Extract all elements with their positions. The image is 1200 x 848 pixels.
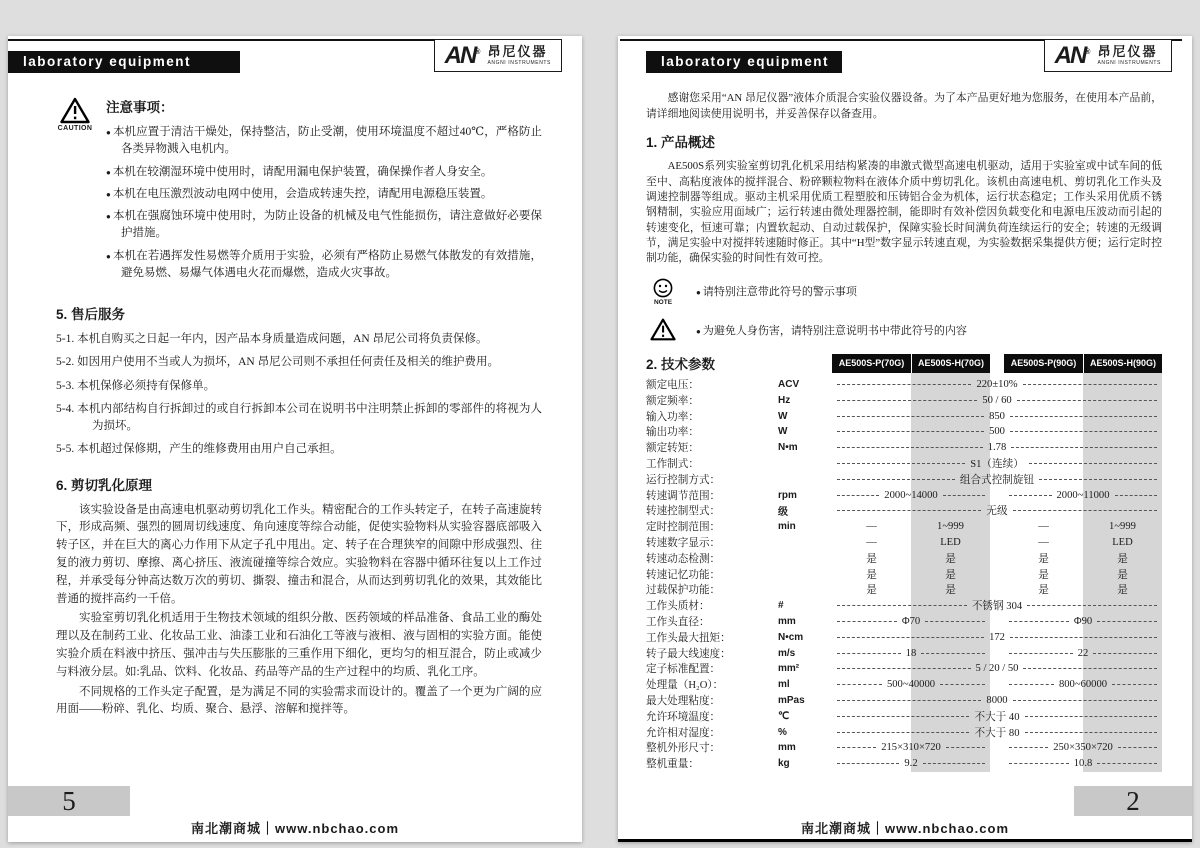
- header-bar: [646, 51, 842, 73]
- spec-value-span: [832, 426, 1162, 437]
- leader-line: [1009, 621, 1069, 622]
- leader-line: [837, 700, 981, 701]
- spec-value: 不锈钢 304: [971, 601, 1023, 613]
- leader-line: [1025, 716, 1157, 717]
- spec-data: [832, 503, 1162, 518]
- spec-value: —: [866, 537, 877, 549]
- spec-value-span: [832, 395, 1162, 406]
- principle-title: 6. 剪切乳化原理: [56, 477, 153, 493]
- spec-label: 允许环境温度：: [646, 711, 721, 723]
- spec-data: [832, 411, 1162, 422]
- service-title: 5. 售后服务: [56, 307, 126, 322]
- spec-data: [832, 395, 1162, 406]
- spec-value: —: [1038, 537, 1049, 549]
- spec-unit: 级: [778, 507, 788, 519]
- leader-line: [837, 747, 876, 748]
- leader-line: [837, 716, 969, 717]
- spec-value-span: [832, 490, 990, 501]
- spec-label: 处理量（H₂O）：: [646, 680, 724, 692]
- spec-value: LED: [1112, 537, 1133, 549]
- page-number-band: [8, 786, 130, 816]
- spec-data: [832, 379, 1162, 390]
- spec-row: [646, 535, 1162, 551]
- caution-item: ● 本机在较潮湿环境中使用时，请配用漏电保护装置，确保操作者人身安全。: [106, 164, 542, 181]
- spec-model-header: AE500S-P(90G): [1004, 354, 1083, 373]
- leader-line: [1118, 747, 1157, 748]
- spec-value: 是: [1117, 569, 1128, 581]
- registered-mark: ®: [475, 48, 481, 56]
- leader-line: [837, 605, 967, 606]
- spec-row: [646, 582, 1162, 598]
- spec-value: 组合式控制旋钮: [959, 474, 1035, 486]
- intro-paragraph: 感谢您采用“AN 昂尼仪器”液体介质混合实验仪器设备。为了本产品更好地为您服务，在使用本产品前，请详细地阅读使用说明书，并妥善保存以备查用。: [646, 92, 1162, 121]
- spec-row: [646, 708, 1162, 724]
- spec-unit: ACV: [778, 379, 800, 391]
- spec-unit: mm: [778, 742, 796, 754]
- spec-unit: W: [778, 410, 788, 422]
- spec-data: [832, 442, 1162, 453]
- spec-row: [646, 566, 1162, 582]
- leader-line: [1025, 732, 1157, 733]
- note-notice-text: ● 请特别注意带此符号的警示事项: [696, 283, 857, 299]
- caution-section: [56, 96, 542, 287]
- leader-line: [837, 684, 882, 685]
- spec-value-span: [832, 742, 990, 753]
- spec-unit: ℃: [778, 710, 790, 722]
- spec-unit: mm: [778, 616, 796, 628]
- logo-english-name: ANGNI INSTRUMENTS: [487, 59, 551, 66]
- spec-row: [646, 471, 1162, 487]
- spec-unit: %: [778, 726, 787, 738]
- spec-label: 整机重量：: [646, 759, 699, 771]
- spec-data: [832, 616, 1162, 627]
- leader-line: [1010, 416, 1157, 417]
- caution-content: [106, 96, 542, 287]
- spec-value-span: [832, 758, 990, 769]
- spec-value-span: [832, 598, 1162, 613]
- caution-icon-label: CAUTION: [57, 125, 93, 132]
- leader-line: [1029, 463, 1157, 464]
- spec-value-span: [832, 663, 1162, 674]
- logo-chinese-name: 昂尼仪器: [1097, 44, 1158, 60]
- spec-data: [832, 490, 1162, 501]
- spec-unit: m/s: [778, 647, 796, 659]
- spec-value-span: [832, 632, 1162, 643]
- spec-data: [832, 632, 1162, 643]
- logo-an-mark: AN®: [1054, 41, 1091, 69]
- bottom-rule: [618, 839, 1192, 842]
- spec-row: [646, 693, 1162, 709]
- leader-line: [1010, 431, 1157, 432]
- leader-line: [1009, 747, 1048, 748]
- leader-line: [925, 621, 985, 622]
- leader-line: [837, 479, 955, 480]
- spec-label: 转速控制型式：: [646, 506, 721, 518]
- service-item: 5-2. 如因用户使用不当或人为损坏，AN 昂尼公司则不承担任何责任及相关的维护费用。: [56, 356, 500, 369]
- manual-page-left: [8, 36, 582, 842]
- spec-row: [646, 424, 1162, 440]
- spec-row: [646, 614, 1162, 630]
- leader-line: [1009, 684, 1054, 685]
- page-number: 2: [1126, 785, 1140, 816]
- spec-label: 额定电压：: [646, 380, 699, 392]
- spec-model-header: AE500S-H(90G): [1083, 354, 1162, 373]
- logo-text-block: [1097, 45, 1161, 66]
- spec-value: 215×310×720: [881, 742, 941, 754]
- spec-label: 运行控制方式：: [646, 474, 721, 486]
- spec-data: [832, 725, 1162, 740]
- spec-rows: [646, 377, 1162, 772]
- spec-label: 额定转矩：: [646, 443, 699, 455]
- spec-data: [832, 742, 1162, 753]
- leader-line: [1039, 479, 1157, 480]
- spec-value: 是: [1038, 585, 1049, 597]
- spec-value-span: [832, 725, 1162, 740]
- spec-label: 工作制式：: [646, 459, 699, 471]
- spec-value: 1~999: [937, 521, 964, 533]
- spec-value: 是: [866, 585, 877, 597]
- spec-value-span: [1004, 679, 1162, 690]
- spec-data: [832, 598, 1162, 613]
- spec-label: 转速记忆功能：: [646, 569, 721, 581]
- spec-value-span: [832, 709, 1162, 724]
- leader-line: [837, 463, 965, 464]
- spec-value: 850: [989, 410, 1005, 422]
- spec-value-span: [832, 379, 1162, 390]
- spec-unit: kg: [778, 758, 790, 770]
- leader-line: [837, 621, 897, 622]
- specs-title-cell: [646, 353, 832, 374]
- leader-line: [837, 384, 971, 385]
- spec-label: 最大处理粘度：: [646, 696, 721, 707]
- spec-data: [832, 758, 1162, 769]
- service-section: [56, 303, 542, 459]
- spec-label: 额定频率：: [646, 395, 699, 407]
- spec-value: S1（连续）: [970, 459, 1024, 471]
- spec-row: [646, 377, 1162, 393]
- spec-row: [646, 756, 1162, 772]
- spec-data: [832, 521, 1162, 532]
- spec-unit: rpm: [778, 489, 797, 501]
- spec-value-span: [832, 472, 1162, 487]
- spec-value-span: [1004, 758, 1162, 769]
- spec-value-span: [1004, 648, 1162, 659]
- header-label: laboratory equipment: [23, 54, 192, 69]
- spec-unit: Hz: [778, 394, 791, 406]
- spec-row: [646, 645, 1162, 661]
- spec-value-span: [832, 411, 1162, 422]
- spec-value: 1.78: [987, 442, 1007, 454]
- page-footer: 南北潮商城｜www.nbchao.com: [800, 821, 1010, 836]
- leader-line: [1023, 384, 1157, 385]
- spec-value-span: [1004, 490, 1162, 501]
- spec-data: [832, 472, 1162, 487]
- spec-value: 2000~11000: [1056, 489, 1110, 501]
- spec-table-header: [646, 354, 1162, 373]
- spec-value: 1~999: [1109, 521, 1136, 533]
- leader-line: [923, 763, 985, 764]
- spec-value-span: [832, 442, 1162, 453]
- spec-value: 无级: [986, 506, 1008, 518]
- spec-unit: ml: [778, 679, 790, 691]
- spec-value: 是: [866, 553, 877, 565]
- spec-data: [832, 695, 1162, 706]
- leader-line: [1112, 684, 1157, 685]
- spec-value: —: [1038, 521, 1049, 533]
- spec-unit: mm²: [778, 663, 800, 675]
- spec-model-header: AE500S-P(70G): [832, 354, 911, 373]
- spec-row: [646, 677, 1162, 693]
- paragraph: 该实验设备是由高速电机驱动剪切乳化工作头。精密配合的工作头转定子，在转子高速旋转下，形成高频、强烈的圆周切线速度、角向速度等综合动能，促使实验物料从实验容器底部吸入转子区，并在巨大的离心力作用下从定子孔中甩出。定、转子在合理狭窄的间隙中形成强烈、往复的液力剪切、摩擦、离心挤压、液流碰撞等综合效应。实验物料在容器中循环往复以上工作过程，并承受每分钟高达数万次的剪切、撕裂、撞击和混合，从而达到剪切乳化的效果，其效能比普通的搅拌高约一千倍。: [56, 503, 542, 605]
- leader-line: [837, 510, 981, 511]
- leader-line: [1097, 621, 1157, 622]
- brand-logo: [1044, 39, 1172, 72]
- spec-value: 不大于 40: [974, 711, 1020, 723]
- right-page-body: [618, 82, 1192, 780]
- spec-row: [646, 487, 1162, 503]
- spec-data: [832, 582, 1162, 597]
- spec-value: 5 / 20 / 50: [975, 663, 1019, 675]
- leader-line: [837, 637, 984, 638]
- spec-unit: N•cm: [778, 631, 804, 643]
- page-footer: 南北潮商城｜www.nbchao.com: [190, 821, 400, 836]
- overview-body: AE500S系列实验室剪切乳化机采用结构紧凑的串激式微型高速电机驱动，适用于实验室或中试车间的低至中、高粘度液体的搅拌混合、粉碎颗粒物料在液体介质中剪切乳化。该机由高速电机、剪切乳化工作头及调速控制器等组成。驱动主机采用优质工程塑胶和压铸铝合金为机体，运行状态稳定；工作头采用优质不锈钢精制，实验应用面域广；运行转速由微处理器控制，能即时有效补偿因负载变化和电源电压波动而引起的转速变化，恒速可靠；内置软起动、自动过载保护，保障实验长时间满负荷连续运行的安全；转速的无级调节，满足实验中对搅拌转速随时修正。其中“H型”数字显示转速直观，为实验数据采集提供方便；运行定时控制功能，确保实验的时间性有效可控。: [646, 160, 1162, 265]
- caution-triangle-icon: [56, 96, 94, 287]
- leader-line: [837, 447, 983, 448]
- specs-title: 2. 技术参数: [646, 356, 716, 372]
- spec-row: [646, 456, 1162, 472]
- spec-value: —: [866, 521, 877, 533]
- service-item: 5-3. 本机保修必须持有保修单。: [56, 379, 216, 392]
- leader-line: [837, 668, 971, 669]
- logo-text-block: [487, 45, 551, 66]
- page-number: 5: [62, 785, 76, 816]
- caution-title: 注意事项：: [106, 100, 174, 115]
- leader-line: [837, 495, 879, 496]
- caution-list: [106, 124, 542, 282]
- note-notice-row: [646, 277, 1162, 306]
- logo-english-name: ANGNI INSTRUMENTS: [1097, 59, 1161, 66]
- spec-value-span: [832, 503, 1162, 518]
- spec-row: [646, 598, 1162, 614]
- spec-unit: N•m: [778, 442, 798, 454]
- left-page-body: [8, 82, 582, 780]
- spec-row: [646, 629, 1162, 645]
- spec-value: 800~60000: [1058, 679, 1108, 691]
- spec-unit: min: [778, 521, 796, 533]
- spec-value: 10.8: [1073, 758, 1093, 770]
- principle-section: [56, 474, 542, 720]
- leader-line: [837, 431, 984, 432]
- caution-item: ● 本机在若遇挥发性易燃等介质用于实验，必须有严格防止易燃气体散发的有效措施，避免易燃、易爆气体遇电火花而爆燃，造成火灾事故。: [106, 248, 542, 283]
- leader-line: [1009, 653, 1073, 654]
- leader-line: [943, 495, 985, 496]
- leader-line: [1097, 763, 1157, 764]
- spec-data: [832, 648, 1162, 659]
- spec-label: 定子标准配置：: [646, 664, 721, 676]
- spec-value-span: [1004, 616, 1162, 627]
- spec-label: 过载保护功能：: [646, 585, 721, 597]
- leader-line: [837, 416, 984, 417]
- spec-value: Φ70: [901, 616, 921, 628]
- spec-value: 是: [866, 569, 877, 581]
- warning-notice-row: [646, 316, 1162, 344]
- spec-value: Φ90: [1073, 616, 1093, 628]
- header-bar: [8, 51, 240, 73]
- paragraph: 实验室剪切乳化机适用于生物技术领域的组织分散、医药领域的样品准备、食品工业的酶处理以及在制药工业、化妆品工业、油漆工业和石油化工等液与液相、液与固相的实验方面。能使实验介质在料液中挤压、强冲击与失压膨胀的三重作用下细化，更均匀的相互混合，防止或减少与料液分层。如:乳品、饮料、化妆品、药品等产品的生产过程中的均质、乳化工序。: [56, 612, 542, 678]
- spec-data: [832, 567, 1162, 582]
- spec-label: 转速数字显示：: [646, 538, 721, 550]
- leader-line: [1009, 495, 1052, 496]
- spec-data: [832, 679, 1162, 690]
- leader-line: [1009, 763, 1069, 764]
- leader-line: [837, 763, 899, 764]
- spec-value-span: [1004, 742, 1162, 753]
- spec-label: 允许相对湿度：: [646, 727, 721, 739]
- warning-notice-text: ● 为避免人身伤害，请特别注意说明书中带此符号的内容: [696, 322, 967, 338]
- principle-paragraphs: [56, 502, 542, 720]
- service-item: 5-1. 本机自购买之日起一年内，因产品本身质量造成问题，AN 昂尼公司将负责保修。: [56, 333, 488, 345]
- header-label: laboratory equipment: [661, 54, 830, 69]
- spec-data: [832, 537, 1162, 548]
- leader-line: [1027, 605, 1157, 606]
- paragraph: 不同规格的工作头定子配置，是为满足不同的实验需求而设计的。覆盖了一个更为广阔的应用面——粉碎、乳化、均质、聚合、悬浮、溶解和搅拌等。: [56, 685, 542, 716]
- leader-line: [1011, 447, 1157, 448]
- spec-value-span: [832, 648, 990, 659]
- leader-line: [1023, 668, 1157, 669]
- spec-data: [832, 456, 1162, 471]
- spec-label: 转速调节范围：: [646, 490, 721, 502]
- spec-value: 2000~14000: [884, 489, 938, 501]
- leader-line: [940, 684, 985, 685]
- note-face-icon: [646, 277, 680, 306]
- manual-page-right: [618, 36, 1192, 842]
- spec-value: 172: [989, 631, 1005, 643]
- spec-label: 工作头最大扭矩：: [646, 632, 731, 644]
- spec-unit: #: [778, 600, 784, 612]
- spec-value: 8000: [986, 695, 1008, 706]
- overview-title: 1. 产品概述: [646, 135, 716, 151]
- spec-row: [646, 408, 1162, 424]
- leader-line: [1115, 495, 1158, 496]
- spec-label: 输入功率：: [646, 411, 699, 423]
- spec-row: [646, 440, 1162, 456]
- service-item: 5-4. 本机内部结构自行拆卸过的或自行拆卸本公司在说明书中注明禁止拆卸的零部件的将视为人为损坏。: [56, 402, 542, 432]
- spec-value: 250×350×720: [1053, 742, 1113, 754]
- spec-label: 转子最大线速度：: [646, 648, 731, 660]
- leader-line: [837, 653, 901, 654]
- spec-value: 是: [1117, 585, 1128, 597]
- spec-label: 整机外形尺寸：: [646, 743, 721, 755]
- spec-value: 50 / 60: [982, 394, 1012, 406]
- spec-data: [832, 426, 1162, 437]
- caution-item: ● 本机在电压激烈波动电网中使用，会造成转速失控，请配用电源稳压装置。: [106, 186, 542, 203]
- caution-item: ● 本机应置于清洁干燥处，保持整洁，防止受潮，使用环境温度不超过40℃，严格防止各类异物溅入电机内。: [106, 124, 542, 159]
- spec-data: [832, 551, 1162, 566]
- spec-value: 是: [945, 553, 956, 565]
- spec-value-span: [832, 695, 1162, 706]
- spec-row: [646, 550, 1162, 566]
- spec-data: [832, 709, 1162, 724]
- spec-label: 定时控制范围：: [646, 522, 721, 534]
- spec-value: 220±10%: [976, 379, 1018, 391]
- warning-triangle-icon: [646, 318, 680, 341]
- spec-value: 是: [1117, 553, 1128, 565]
- note-icon-label: NOTE: [653, 298, 673, 306]
- spec-table: [646, 354, 1162, 772]
- service-list: [56, 331, 542, 459]
- page-number-band: [1074, 786, 1192, 816]
- spec-models-row: [832, 354, 1162, 373]
- brand-logo: [434, 39, 562, 72]
- leader-line: [1093, 653, 1157, 654]
- spec-value-span: [832, 679, 990, 690]
- spec-data: [832, 663, 1162, 674]
- leader-line: [1017, 400, 1157, 401]
- spec-value-span: [832, 456, 1162, 471]
- leader-line: [1013, 700, 1157, 701]
- spec-value: 是: [945, 569, 956, 581]
- spec-value: LED: [940, 537, 961, 549]
- registered-mark: ®: [1085, 48, 1091, 56]
- spec-value: 500: [989, 426, 1005, 438]
- spec-value: 18: [905, 647, 917, 659]
- spec-label: 转速动态检测：: [646, 553, 721, 565]
- leader-line: [921, 653, 985, 654]
- spec-value-span: [832, 616, 990, 627]
- spec-row: [646, 740, 1162, 756]
- leader-line: [1013, 510, 1157, 511]
- spec-unit: W: [778, 426, 788, 438]
- spec-value: 9.2: [904, 758, 918, 770]
- logo-an-mark: AN®: [444, 41, 481, 69]
- leader-line: [837, 732, 969, 733]
- leader-line: [837, 400, 977, 401]
- logo-chinese-name: 昂尼仪器: [487, 44, 548, 60]
- spec-row: [646, 392, 1162, 408]
- spec-value: 是: [1038, 553, 1049, 565]
- spec-row: [646, 503, 1162, 519]
- spec-value: 是: [945, 585, 956, 597]
- spec-label: 工作头直径：: [646, 617, 710, 629]
- spec-row: [646, 519, 1162, 535]
- spec-value: 500~40000: [886, 679, 936, 691]
- spec-label: 工作头质材：: [646, 601, 710, 613]
- spec-value: 不大于 80: [974, 727, 1020, 739]
- spec-label: 输出功率：: [646, 427, 699, 439]
- spec-value: 22: [1077, 647, 1089, 659]
- caution-item: ● 本机在强腐蚀环境中使用时，为防止设备的机械及电气性能损伤，请注意做好必要保护措施。: [106, 208, 542, 243]
- spec-value: 是: [1038, 569, 1049, 581]
- spec-model-header: AE500S-H(70G): [911, 354, 990, 373]
- spec-row: [646, 724, 1162, 740]
- spec-unit: mPas: [778, 695, 805, 706]
- service-item: 5-5. 本机超过保修期，产生的维修费用由用户自己承担。: [56, 443, 342, 456]
- leader-line: [946, 747, 985, 748]
- spec-row: [646, 661, 1162, 677]
- leader-line: [1010, 637, 1157, 638]
